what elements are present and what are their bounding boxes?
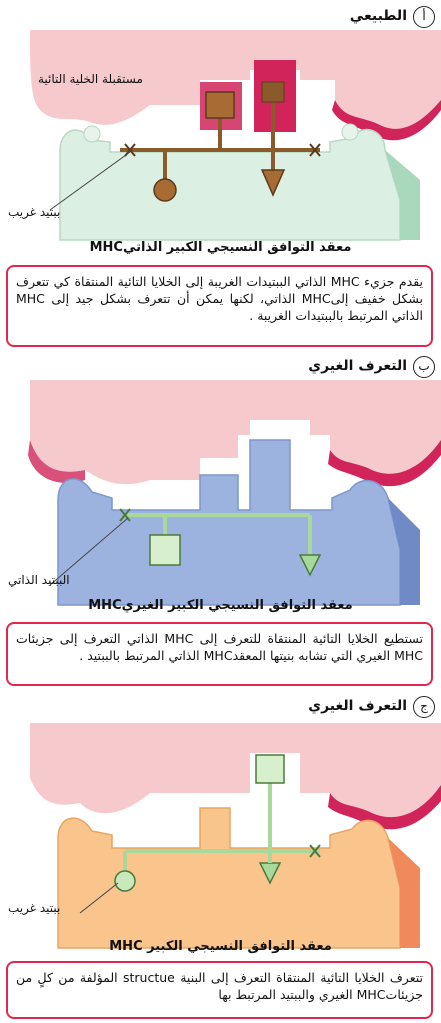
panel-caption: معقد التوافق النسيجي الكبير MHC: [109, 939, 332, 954]
panel-letter: ج: [413, 696, 435, 718]
panel-letter: أ: [413, 6, 435, 28]
diagram-normal: [0, 30, 441, 260]
mhc-allo: [58, 808, 400, 948]
panel-title: التعرف الغيري: [308, 358, 407, 374]
panel-caption: معقد التوافق النسيجي الكبير الغيريMHC: [88, 598, 353, 613]
panel-title: الطبيعي: [349, 8, 407, 24]
tcr-label: مستقبلة الخلية التائية: [38, 72, 143, 86]
panel-description: تستطيع الخلايا التائية المنتقاة للتعرف إلى MHC الذاتي التعرف إلى جزيئات MHC الغيري التي تشابه بنيتها المعقدMHC الذاتي المرتبط بالببتيد .: [6, 622, 433, 686]
peptide-label: الببتيد الذاتي: [8, 573, 70, 587]
peptide-label: ببتيد غريب: [8, 901, 61, 915]
diagram-allo-c: [0, 723, 441, 955]
tcr-shape: [30, 380, 441, 484]
panel-normal: [0, 0, 441, 348]
foreign-peptide-ball: [115, 871, 135, 891]
panel-description: يقدم جزيء MHC الذاتي الببتيدات الغريبة إلى الخلايا التائية المنتقاة كي تتعرف بشكل خفيف إلىMHC الذاتي، لكنها يمكن أن تتعرف بشكل جيد إلى MHC الذاتي المرتبط بالببتيدات الغريبة .: [6, 265, 433, 347]
panel-allo-c: [0, 695, 441, 1023]
panel-allo-b: [0, 355, 441, 690]
panel-description: تتعرف الخلايا التائية المنتقاة التعرف إلى البنية structue المؤلفة من كلٍ من جزيئاتMHC الغيري والببتيد المرتبط بها: [6, 961, 433, 1019]
panel-caption: معقد التوافق النسيجي الكبير الذاتيMHC: [89, 240, 352, 255]
peptide-square: [206, 92, 234, 118]
peptide-label: ببتيد غريب: [8, 205, 61, 219]
panel-letter: ب: [413, 356, 435, 378]
peptide-square: [256, 755, 284, 783]
foreign-peptide-ball: [154, 179, 176, 201]
panel-title: التعرف الغيري: [308, 698, 407, 714]
self-peptide-square: [150, 535, 180, 565]
mhc-self: [60, 129, 400, 240]
tcr-shape: [30, 723, 441, 817]
